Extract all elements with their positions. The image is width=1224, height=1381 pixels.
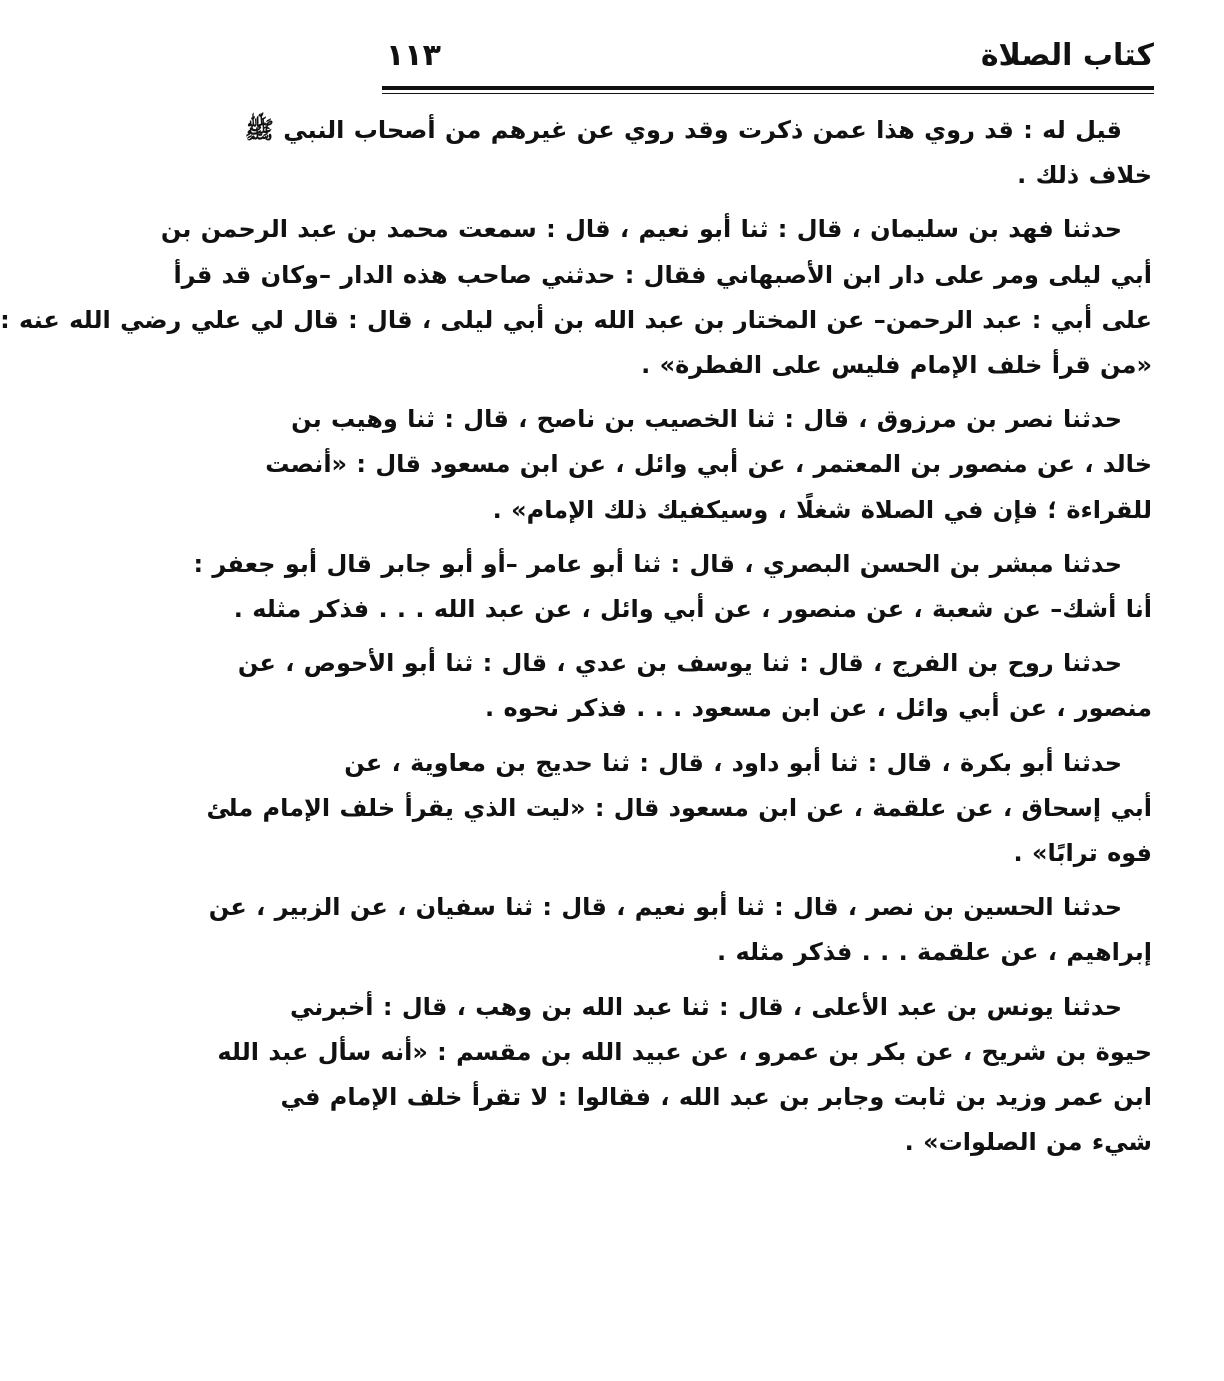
paragraph — [206, 741, 1152, 877]
text-line: حدثنا مبشر بن الحسن البصري ، قال : ثنا أبو عامر –أو أبو جابر قال أبو جعفر : — [193, 549, 1122, 578]
text-line: قيل له : قد روي هذا عمن ذكرت وقد روي عن غيرهم من أصحاب النبي ﷺ — [244, 116, 1122, 144]
text-line: شيء من الصلوات» . — [904, 1128, 1152, 1157]
paragraph — [244, 108, 1152, 198]
body-text — [0, 108, 1152, 1174]
paragraph — [0, 207, 1152, 388]
text-line: إبراهيم ، عن علقمة . . . فذكر مثله . — [716, 938, 1152, 967]
text-line: حدثنا أبو بكرة ، قال : ثنا أبو داود ، قال : ثنا حديج بن معاوية ، عن — [344, 748, 1122, 777]
text-line: أنا أشك– عن شعبة ، عن منصور ، عن أبي وائل ، عن عبد الله . . . فذكر مثله . — [233, 595, 1152, 624]
text-line: ابن عمر وزيد بن ثابت وجابر بن عبد الله ، فقالوا : لا تقرأ خلف الإمام في — [280, 1083, 1152, 1112]
text-line: «من قرأ خلف الإمام فليس على الفطرة» . — [641, 351, 1152, 380]
text-line: خالد ، عن منصور بن المعتمر ، عن أبي وائل ، عن ابن مسعود قال : «أنصت — [265, 450, 1152, 479]
text-line: حدثنا الحسين بن نصر ، قال : ثنا أبو نعيم ، قال : ثنا سفيان ، عن الزبير ، عن — [208, 893, 1122, 922]
text-line: على أبي : عبد الرحمن– عن المختار بن عبد الله بن أبي ليلى ، قال : قال لي علي رضي الله عنه : — [0, 305, 1152, 334]
paragraph — [265, 397, 1152, 533]
text-line: خلاف ذلك . — [1017, 161, 1152, 190]
paragraph — [237, 641, 1152, 731]
paragraph — [193, 542, 1152, 632]
text-line: فوه ترابًا» . — [1013, 839, 1152, 868]
text-line: للقراءة ؛ فإن في الصلاة شغلًا ، وسيكفيك ذلك الإمام» . — [492, 495, 1152, 524]
header-rule-thick — [382, 86, 1154, 90]
text-line: منصور ، عن أبي وائل ، عن ابن مسعود . . . فذكر نحوه . — [485, 694, 1152, 723]
header-rule-thin — [382, 93, 1154, 94]
chapter-title: كتاب الصلاة — [980, 38, 1154, 73]
text-line: أبي ليلى ومر على دار ابن الأصبهاني فقال : حدثني صاحب هذه الدار –وكان قد قرأ — [173, 260, 1152, 289]
text-line: حدثنا فهد بن سليمان ، قال : ثنا أبو نعيم ، قال : سمعت محمد بن عبد الرحمن بن — [160, 215, 1122, 244]
text-line: حدثنا يونس بن عبد الأعلى ، قال : ثنا عبد الله بن وهب ، قال : أخبرني — [289, 992, 1122, 1021]
paragraph — [217, 985, 1152, 1166]
page-number: ١١٣ — [386, 38, 441, 73]
page-header — [382, 30, 1154, 96]
text-line: حدثنا نصر بن مرزوق ، قال : ثنا الخصيب بن ناصح ، قال : ثنا وهيب بن — [291, 405, 1122, 434]
text-line: حدثنا روح بن الفرج ، قال : ثنا يوسف بن عدي ، قال : ثنا أبو الأحوص ، عن — [237, 649, 1122, 678]
text-line: حيوة بن شريح ، عن بكر بن عمرو ، عن عبيد الله بن مقسم : «أنه سأل عبد الله — [217, 1037, 1152, 1066]
paragraph — [208, 885, 1152, 975]
text-line: أبي إسحاق ، عن علقمة ، عن ابن مسعود قال : «ليت الذي يقرأ خلف الإمام ملئ — [206, 793, 1152, 822]
